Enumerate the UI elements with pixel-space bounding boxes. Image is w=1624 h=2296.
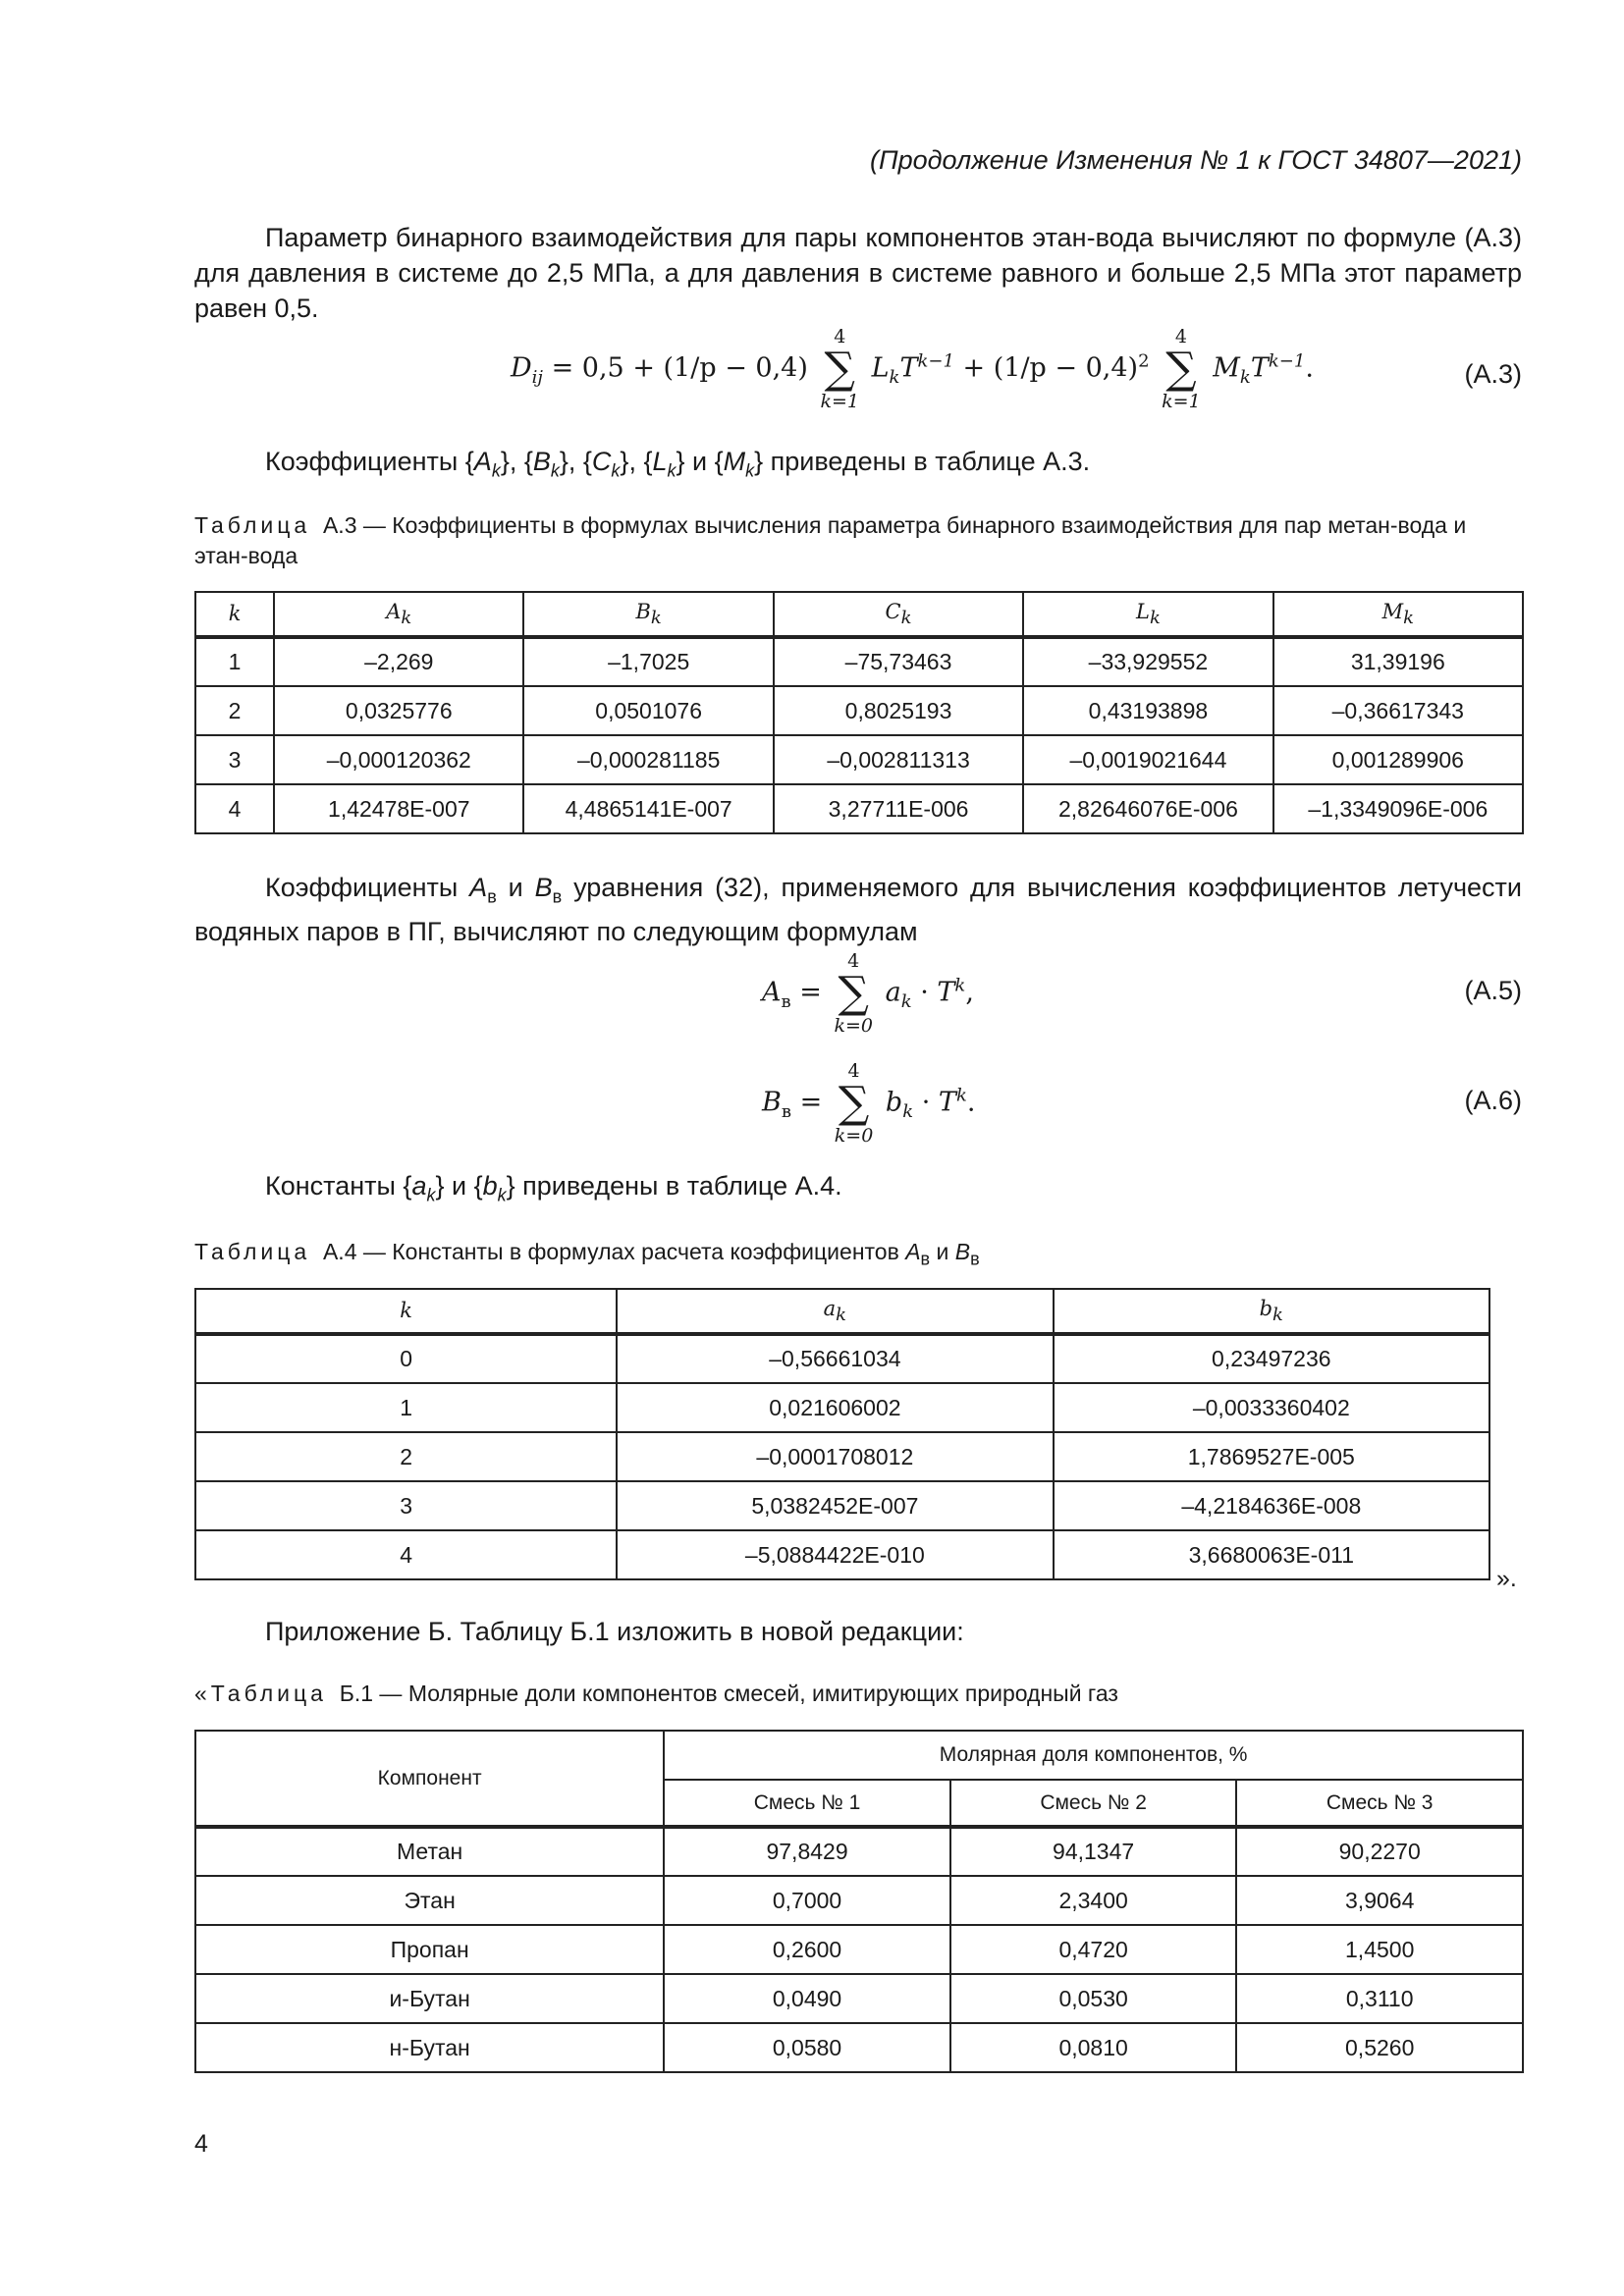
p2-k: k <box>611 460 621 481</box>
table-cell: 94,1347 <box>950 1827 1237 1876</box>
table-cell: 0,8025193 <box>774 686 1023 735</box>
table-row <box>195 1481 1489 1530</box>
table-a3-header-M: $M_k$ <box>1273 592 1523 637</box>
eq-a5-bottom: k=0 <box>834 1015 873 1037</box>
table-a3-header-C: $C_k$ <box>774 592 1023 637</box>
table-cell: Метан <box>195 1827 664 1876</box>
p2-k: k <box>745 460 755 481</box>
caption-lead: Таблица <box>194 512 311 538</box>
table-cell: 0,5260 <box>1236 2023 1523 2072</box>
p3-sub: в <box>487 886 497 907</box>
eq-a6-lhs-sub: в <box>781 1100 791 1122</box>
p2-sep: }, { <box>500 447 533 476</box>
p2-suffix: } приведены в таблице А.3. <box>754 447 1091 476</box>
table-cell: 31,39196 <box>1273 637 1523 686</box>
sigma-icon: ∑ <box>838 1078 870 1128</box>
table-row <box>195 2023 1523 2072</box>
eq-a6-coef: b <box>885 1087 903 1118</box>
caption-A: A <box>905 1239 921 1264</box>
table-cell: –33,929552 <box>1023 637 1272 686</box>
eq-a5-T: T <box>937 977 955 1008</box>
table-a3-caption <box>194 510 1522 571</box>
eq-a6-exp: k <box>955 1085 967 1106</box>
table-cell: 0,0580 <box>664 2023 950 2072</box>
table-row <box>195 686 1523 735</box>
paragraph-coefficients-ref <box>194 444 1522 488</box>
table-cell: 90,2270 <box>1236 1827 1523 1876</box>
p3-A: A <box>469 873 488 902</box>
table-cell: и-Бутан <box>195 1974 664 2023</box>
table-cell: –0,000281185 <box>523 735 773 784</box>
table-b1-header-component: Компонент <box>195 1731 664 1827</box>
eq-a6-T: T <box>938 1087 956 1118</box>
eq-a3-term1-sub: k <box>889 366 900 388</box>
table-cell: 2 <box>195 686 274 735</box>
table-row <box>195 1432 1489 1481</box>
table-cell: 5,0382452E-007 <box>617 1481 1053 1530</box>
eq-a3-sum1-top: 4 <box>834 326 846 347</box>
eq-a3-sum1-bottom: k=1 <box>820 391 860 412</box>
table-cell: 3,9064 <box>1236 1876 1523 1925</box>
eq-a3-term2: M <box>1213 352 1240 384</box>
table-row <box>195 1974 1523 2023</box>
table-cell: 0,0530 <box>950 1974 1237 2023</box>
p2-and: } и { <box>676 447 724 476</box>
table-cell: 0,23497236 <box>1054 1334 1489 1383</box>
table-cell: 1,7869527E-005 <box>1054 1432 1489 1481</box>
p2-k: k <box>667 460 677 481</box>
eq-a6-lhs: B <box>762 1087 782 1118</box>
table-cell: 4,4865141E-007 <box>523 784 773 833</box>
table-cell: –0,0001708012 <box>617 1432 1053 1481</box>
table-cell: 0,0325776 <box>274 686 523 735</box>
p4-prefix: Константы { <box>265 1171 412 1201</box>
eq-a5-exp: k <box>954 975 966 996</box>
eq-a3-term1-exp: k−1 <box>917 350 954 372</box>
p2-k: k <box>550 460 560 481</box>
table-row <box>195 1383 1489 1432</box>
table-a3-header-k: k <box>195 592 274 637</box>
caption-lead: «Таблица <box>194 1681 327 1706</box>
table-cell: –2,269 <box>274 637 523 686</box>
table-cell: –1,3349096E-006 <box>1273 784 1523 833</box>
table-cell: –0,36617343 <box>1273 686 1523 735</box>
eq-a5-lhs-sub: в <box>781 990 791 1012</box>
eq-a3-end: . <box>1305 352 1314 384</box>
table-cell: 0,3110 <box>1236 1974 1523 2023</box>
table-cell: 0,43193898 <box>1023 686 1272 735</box>
table-row <box>195 1876 1523 1925</box>
caption-sub: в <box>970 1249 980 1269</box>
p2-sep: }, { <box>620 447 653 476</box>
eq-a3-lhs-sub: ij <box>531 366 543 388</box>
table-a4-header-row <box>195 1289 1489 1334</box>
paragraph-constants-ref <box>194 1168 1522 1212</box>
table-b1 <box>194 1730 1524 2073</box>
p4-k: k <box>426 1185 436 1205</box>
table-cell: –4,2184636E-008 <box>1054 1481 1489 1530</box>
table-cell: 2 <box>195 1432 617 1481</box>
caption-sub: в <box>920 1249 931 1269</box>
table-cell: 0,2600 <box>664 1925 950 1974</box>
eq-a5-top: 4 <box>847 950 860 972</box>
table-cell: 1 <box>195 637 274 686</box>
paragraph-ab-coefficients <box>194 870 1522 949</box>
eq-a6-bottom: k=0 <box>834 1125 874 1147</box>
table-cell: –0,002811313 <box>774 735 1023 784</box>
p4-and: } и { <box>435 1171 483 1201</box>
p2-L: L <box>652 447 668 476</box>
p2-A: A <box>473 447 492 476</box>
table-b1-caption <box>194 1679 1522 1709</box>
table-cell: 2,3400 <box>950 1876 1237 1925</box>
table-cell: 0,0490 <box>664 1974 950 2023</box>
table-cell: 3,6680063E-011 <box>1054 1530 1489 1579</box>
table-a3-header-A: $A_k$ <box>274 592 523 637</box>
table-b1-header-row-1 <box>195 1731 1523 1780</box>
table-b1-header-mix-3: Смесь № 3 <box>1236 1780 1523 1827</box>
table-a4-caption <box>194 1237 1522 1275</box>
p3-and: и <box>496 873 535 902</box>
table-cell: 0,0810 <box>950 2023 1237 2072</box>
equation-a5-number: (А.5) <box>1464 976 1522 1005</box>
p2-B: B <box>532 447 551 476</box>
table-row <box>195 1827 1523 1876</box>
eq-a6-dot: · <box>921 1087 931 1118</box>
table-a3-header-row <box>195 592 1523 637</box>
equation-a6-number: (А.6) <box>1464 1086 1522 1115</box>
p2-k: k <box>491 460 501 481</box>
table-cell: 97,8429 <box>664 1827 950 1876</box>
table-cell: –1,7025 <box>523 637 773 686</box>
table-row <box>195 1530 1489 1579</box>
table-b1-header-mix-2: Смесь № 2 <box>950 1780 1237 1827</box>
equation-a5 <box>762 950 974 1037</box>
p3-B: B <box>534 873 553 902</box>
eq-a3-term1-T: T <box>899 352 918 384</box>
table-cell: 4 <box>195 784 274 833</box>
table-cell: Этан <box>195 1876 664 1925</box>
eq-a5-sum <box>834 950 873 1037</box>
eq-a3-sum1 <box>820 326 859 412</box>
p2-M: M <box>723 447 746 476</box>
table-cell: 0,4720 <box>950 1925 1237 1974</box>
table-a4-header-k: k <box>195 1289 617 1334</box>
running-header: (Продолжение Изменения № 1 к ГОСТ 34807—2021) <box>870 145 1522 175</box>
caption-text: А.4 — Константы в формулах расчета коэффициентов <box>322 1239 906 1264</box>
table-row <box>195 1925 1523 1974</box>
paragraph-appendix-b: Приложение Б. Таблицу Б.1 изложить в новой редакции: <box>265 1617 964 1646</box>
p2-sep: }, { <box>559 447 592 476</box>
table-cell: –0,000120362 <box>274 735 523 784</box>
table-cell: 2,82646076E-006 <box>1023 784 1272 833</box>
equation-a3 <box>511 326 1314 412</box>
table-row <box>195 1334 1489 1383</box>
closing-quote: ». <box>1496 1565 1517 1592</box>
table-a3 <box>194 591 1524 834</box>
eq-a3-c: = 0,5 + (1/p − 0,4) <box>551 352 808 384</box>
table-cell: 3 <box>195 1481 617 1530</box>
p4-b: b <box>482 1171 498 1201</box>
eq-a5-coef: a <box>885 977 901 1008</box>
p4-k: k <box>497 1185 507 1205</box>
eq-a6-coef-sub: k <box>902 1100 914 1122</box>
table-cell: 0 <box>195 1334 617 1383</box>
table-cell: 1,42478E-007 <box>274 784 523 833</box>
eq-a3-term1: L <box>871 352 890 384</box>
table-a3-header-B: $B_k$ <box>523 592 773 637</box>
eq-a3-mid-exp: 2 <box>1138 350 1150 372</box>
caption-lead: Таблица <box>194 1239 311 1264</box>
eq-a5-dot: · <box>920 977 929 1008</box>
sigma-icon: ∑ <box>1165 344 1197 394</box>
table-cell: 0,001289906 <box>1273 735 1523 784</box>
eq-a6-sum <box>835 1060 874 1147</box>
p3-sub: в <box>552 886 563 907</box>
table-cell: 0,7000 <box>664 1876 950 1925</box>
table-a4 <box>194 1288 1490 1580</box>
table-a4-header-a: $a_k$ <box>617 1289 1053 1334</box>
sigma-icon: ∑ <box>838 968 869 1018</box>
p4-suffix: } приведены в таблице А.4. <box>506 1171 842 1201</box>
eq-a5-end: , <box>965 977 974 1008</box>
eq-a5-lhs: A <box>762 977 782 1008</box>
eq-a5-eq: = <box>799 977 822 1008</box>
eq-a5-coef-sub: k <box>900 990 912 1012</box>
caption-and: и <box>930 1239 955 1264</box>
eq-a3-sum2-bottom: k=1 <box>1162 391 1201 412</box>
eq-a3-term2-exp: k−1 <box>1268 350 1306 372</box>
p3-suffix: уравнения (32), применяемого для вычисления коэффициентов летучести водяных паров в ПГ, вычисляют по следующим формулам <box>194 873 1523 947</box>
caption-text: Б.1 — Молярные доли компонентов смесей, имитирующих природный газ <box>339 1681 1118 1706</box>
table-a3-header-L: $L_k$ <box>1023 592 1272 637</box>
eq-a3-sum2-top: 4 <box>1174 326 1187 347</box>
eq-a3-term2-sub: k <box>1239 366 1251 388</box>
eq-a3-lhs: D <box>511 352 532 384</box>
equation-a6 <box>762 1060 975 1147</box>
table-b1-header-mix-1: Смесь № 1 <box>664 1780 950 1827</box>
p2-C: C <box>591 447 612 476</box>
table-row <box>195 637 1523 686</box>
equation-a3-number: (А.3) <box>1464 359 1522 389</box>
table-cell: 0,021606002 <box>617 1383 1053 1432</box>
table-a4-header-b: $b_k$ <box>1054 1289 1489 1334</box>
table-b1-header-group: Молярная доля компонентов, % <box>664 1731 1523 1780</box>
table-cell: 0,0501076 <box>523 686 773 735</box>
eq-a6-end: . <box>966 1087 976 1118</box>
table-row <box>195 735 1523 784</box>
eq-a3-term2-T: T <box>1250 352 1269 384</box>
table-row <box>195 784 1523 833</box>
table-cell: –75,73463 <box>774 637 1023 686</box>
table-cell: 3 <box>195 735 274 784</box>
page-number: 4 <box>194 2130 208 2158</box>
eq-a3-mid: + (1/p − 0,4) <box>962 352 1139 384</box>
sigma-icon: ∑ <box>824 344 855 394</box>
table-cell: –0,56661034 <box>617 1334 1053 1383</box>
table-cell: 3,27711E-006 <box>774 784 1023 833</box>
p2-prefix: Коэффициенты { <box>265 447 474 476</box>
eq-a6-top: 4 <box>847 1060 860 1082</box>
paragraph-binary-parameter: Параметр бинарного взаимодействия для пары компонентов этан-вода вычисляют по формуле (А.3) для давления в системе до 2,5 МПа, а для давления в системе равного и больше 2,5 МПа этот параметр равен 0,5. <box>194 223 1522 323</box>
table-cell: н-Бутан <box>195 2023 664 2072</box>
eq-a6-eq: = <box>799 1087 823 1118</box>
table-cell: –0,0033360402 <box>1054 1383 1489 1432</box>
table-cell: Пропан <box>195 1925 664 1974</box>
table-cell: 4 <box>195 1530 617 1579</box>
table-cell: 1 <box>195 1383 617 1432</box>
table-cell: –5,0884422E-010 <box>617 1530 1053 1579</box>
table-cell: –0,0019021644 <box>1023 735 1272 784</box>
caption-B: B <box>954 1239 971 1264</box>
eq-a3-sum2 <box>1162 326 1201 412</box>
caption-text: А.3 — Коэффициенты в формулах вычисления параметра бинарного взаимодействия для пар метан-вода и этан-вода <box>194 512 1467 568</box>
table-cell: 1,4500 <box>1236 1925 1523 1974</box>
p4-a: a <box>411 1171 427 1201</box>
p3-prefix: Коэффициенты <box>265 873 470 902</box>
